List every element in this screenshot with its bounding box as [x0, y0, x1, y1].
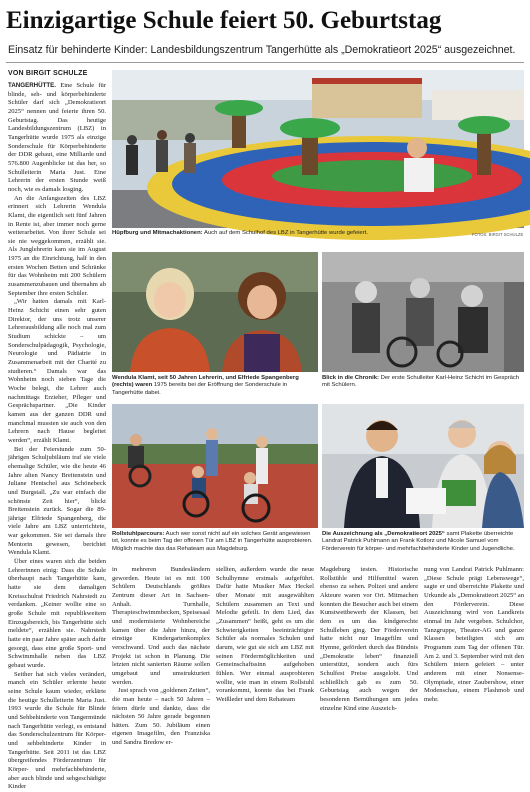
article-byline: VON BIRGIT SCHULZE: [8, 70, 88, 77]
photo-caption-wheelchair-course: Rollstuhlparcours: Auch wer sonst nicht auf ein solches Gerät angewiesen ist, konnte es beim Tag der offenen Tür am LBZ in Tangerhütte ausprobieren. Möglich machte das das Rehateam aus Magdeburg.: [112, 531, 313, 552]
text-column-5: [424, 566, 524, 703]
photo-caption-teachers: Wendula Klamt, seit 50 Jahren Lehrerin, und Elfriede Spangenberg (rechts) waren 1975 bereits bei der Eröffnung der Sonderschule in Tangerhütte dabei.: [112, 375, 299, 396]
article-headline: Einzigartige Schule feiert 50. Geburtstag: [6, 7, 442, 34]
text-column-4: [320, 566, 418, 712]
text-column-1: [8, 82, 106, 791]
text-column-2: [112, 566, 210, 747]
dateline: TANGERHÜTTE.: [8, 82, 57, 89]
photo-credit: FOTOS: BIRGIT SCHULZE: [472, 232, 524, 237]
paragraph: nung von Landrat Patrick Puhlmann: „Diese Schule prägt Lebenswege“, sagte er und überreichte Plakette und Urkunde als „Demokratieort 2025“ an den Förderverein. Diese Auszeichnung wird von Landkreis einmal im Jahr vergeben. Schulchor, Tanzgruppe, Theater-AG und ganze Klassen beteiligten sich am Programm zum Tag der offenen Tür. Am 2. und 3. September wird mit den Schülern intern gefeiert – unter anderem mit einer Nonsense-Olympiade, einer Zaubershow, einer Modenschau, einem Flashmob und mehr.: [424, 566, 524, 703]
paragraph: Magdeburg testen. Historische Rollstühle und Hilfsmittel waren ebenso zu sehen. Polizei und andere Akteure waren vor Ort. Mitmachen konnten die Besucher auch bei einem Kunstwettbewerb der Klassen, bei dem es um das kindgerechte Schulleben ging. Der Förderverein hatte nicht nur Imagefilm und Hymne, gefördert durch das Bündnis „Demokratie leben“ finanziell unterstützt, sondern auch fürs Schulfest Preise ausgelobt. Und schließlich gab es zum 50. Geburtstag auch wegen der besonderen Bemühungen um jedes einzelne Kind eine Auszeich-: [320, 566, 418, 712]
photo-caption-award: Die Auszeichnung als „Demokratieort 2025“ samt Plakette überreichte Landrat Patrick Puhlmann an Frank Kotlorz und Nicole Samuel vom Förderverein für körper- und mehrfachbehinderte Kinder und Jugendliche.: [322, 531, 515, 552]
paragraph: „Wir hatten damals mit Karl-Heinz Schicht einen sehr guten Direktor, der uns trotz unserer Lehrerausbildung alle noch mal zum Studium schickte – um Sonderschulpädagogik, Psychologie, Neurologie und Pädiatrie in Zusammenarbeit mit der Charité zu studieren.“ Damals war das Wohnheim noch sieben Tage die Woche belegt, die Lehrer auch nachmittags Erzieher, Pfleger und Gesprächspartner. „Die Kinder kamen aus der ganzen DDR und manchmal mussten sie auch von den Lehrern nach Hause begleitet werden“, erzählt Klamt.: [8, 298, 106, 444]
paragraph: in mehreren Bundesländern geworden. Heute ist es mit 100 Schülern Deutschlands größtes Zentrum dieser Art in Sachsen-Anhalt. Turnhalle, Therapieschwimmbecken, Speisesaal und modernisierte Wohnbereiche kamen über die Jahre hinzu, der einstige Kindergartenkomplex verschwand. Und auch das nächste Projekt ist schon in Planung. Die letzten nicht sanierten Räume sollen umgebaut und umstrukturiert werden.: [112, 566, 210, 686]
paragraph: stellten, außerdem wurde die neue Schulhymne erstmals aufgeführt. Dafür hatte Musiker Max Heckel über Monate mit ausgewählten Schülern zusammen an Text und Melodie gefeilt. In dem Lied, das „Zusammen“ heißt, geht es um die Schwierigkeiten beeinträchtigter Schüler als normales Schulen und darum, wie gut sie sich am LBZ mit seinen Fördermöglichkeiten und Gemeinschaftssinn aufgehoben fühlen. Wer einmal ausprobieren wollte, wie man in einem Rollstuhl vorankommt, konnte das bei Frank Weißleder und dem Rehateam: [216, 566, 314, 703]
paragraph: TANGERHÜTTE. Eine Schule für blinde, seh- und körperbehinderte Schüler darf sich „Demokratieort 2025“ nennen und feierte ihren 50. Geburtstag. Das heutige Landesbildungszentrum (LBZ) in Tangerhütte wurde 1975 als einzige Sonderschule für Körperbehinderte der DDR gebaut, eine Milliarde und 576.800 Augenblicke ist das her, so Schulleiterin Maria Just. Eine Lehrerin der ersten Stunde weiß noch, wie es damals losging.: [8, 82, 106, 193]
photo-wheelchair-course: [112, 404, 318, 528]
photo-caption-chronicle: Blick in die Chronik: Der erste Schulleiter Karl-Heinz Schicht im Gespräch mit Schülern.: [322, 375, 520, 389]
photo-award: [322, 404, 524, 528]
photo-caption-bouncy-castle: Hüpfburg und Mitmachaktionen: Auch auf dem Schulhof des LBZ in Tangerhütte wurde gefeiert.: [112, 230, 368, 236]
text-column-3: [216, 566, 314, 703]
paragraph: Just sprach von „goldenen Zeiten“, die man heute – nach 50 Jahren – feiern dürfe und dankte, dass die nächsten 50 Jahre gerade begonnen hätten. Zum 50. Jubiläum einen eigenen Imagefilm, den Franziska und Sandra Bredow er-: [112, 687, 210, 747]
paragraph: Über eines waren sich die beiden Lehrerinnen einig: Dass die Schule überhaupt nach Tangerhütte kam, hatte sie dem damaligen Kreisschulrat Friedrich Nahrstedt zu verdanken. „Keiner wollte eine so große Schule mit republikweitem Einzugsbereich, bis Tangerhütte sich meldete“, erzählen sie. Nahrstedt hatte ein paar Jahre später auch dafür gesorgt, dass eine große Sport- und Schwimmhalle neben das LBZ gebaut wurde.: [8, 558, 106, 669]
headline-divider: [6, 62, 524, 63]
paragraph: Bei der Feierstunde zum 50-jährigen Schuljubiläum traf sie viele ehemalige Schüler, wie die heute 46 Jahre alten Nancy Breitenstein und Juliane Hentschel aus Schönebeck und Burgstall. „Zu war einfach die schönste Zeit hier“, blickt Breitenstein zurück. Sogar die 89-jährige Elfriede Spangenberg, die viele Jahre am LBZ unterrichtete, war gekommen. Sie sei damals ihre Mentorin gewesen, berichtet Wendula Klamt.: [8, 445, 106, 557]
paragraph: Seither hat sich vieles verändert, manch ein Schüler erlernte heute seine Schule kaum wieder, erklärte die heutige Schulleiterin Maria Just. 1993 wurde die Schule für Blinde und Sehbehinderte von Tangermünde nach Tangerhütte verlegt, es entstand das Sonderschulzentrum für Körper- und sehbehinderte Kinder in Tangerhütte. Seit 2011 ist das LBZ übergreifendes Förderzentrum für Körper- und mehrfachbehinderte, aber auch blinde und sehgeschädigte Kinder: [8, 670, 106, 791]
photo-bouncy-castle: [112, 70, 524, 228]
paragraph: An die Anfangszeiten des LBZ erinnert sich Lehrerin Wendula Klamt, die eigentlich seit fünf Jahren in Rente ist, aber immer noch gerne weiterarbeitet. Von ihrer Schule sei sie nie weggekommen, erzählt sie. Als Junglehrerin kam sie im August 1975 an die Einrichtung, half in den ersten Wochen Betten und Schränke für das Wohnheim mit 200 Schülern zusammenzubauen und übernahm ab September ihre ersten Schüler.: [8, 194, 106, 297]
photo-teachers: [112, 252, 318, 372]
photo-chronicle: [322, 252, 524, 372]
article-subheadline: Einsatz für behinderte Kinder: Landesbildungszentrum Tangerhütte als „Demokratieort 2025“ ausgezeichnet.: [8, 44, 516, 56]
